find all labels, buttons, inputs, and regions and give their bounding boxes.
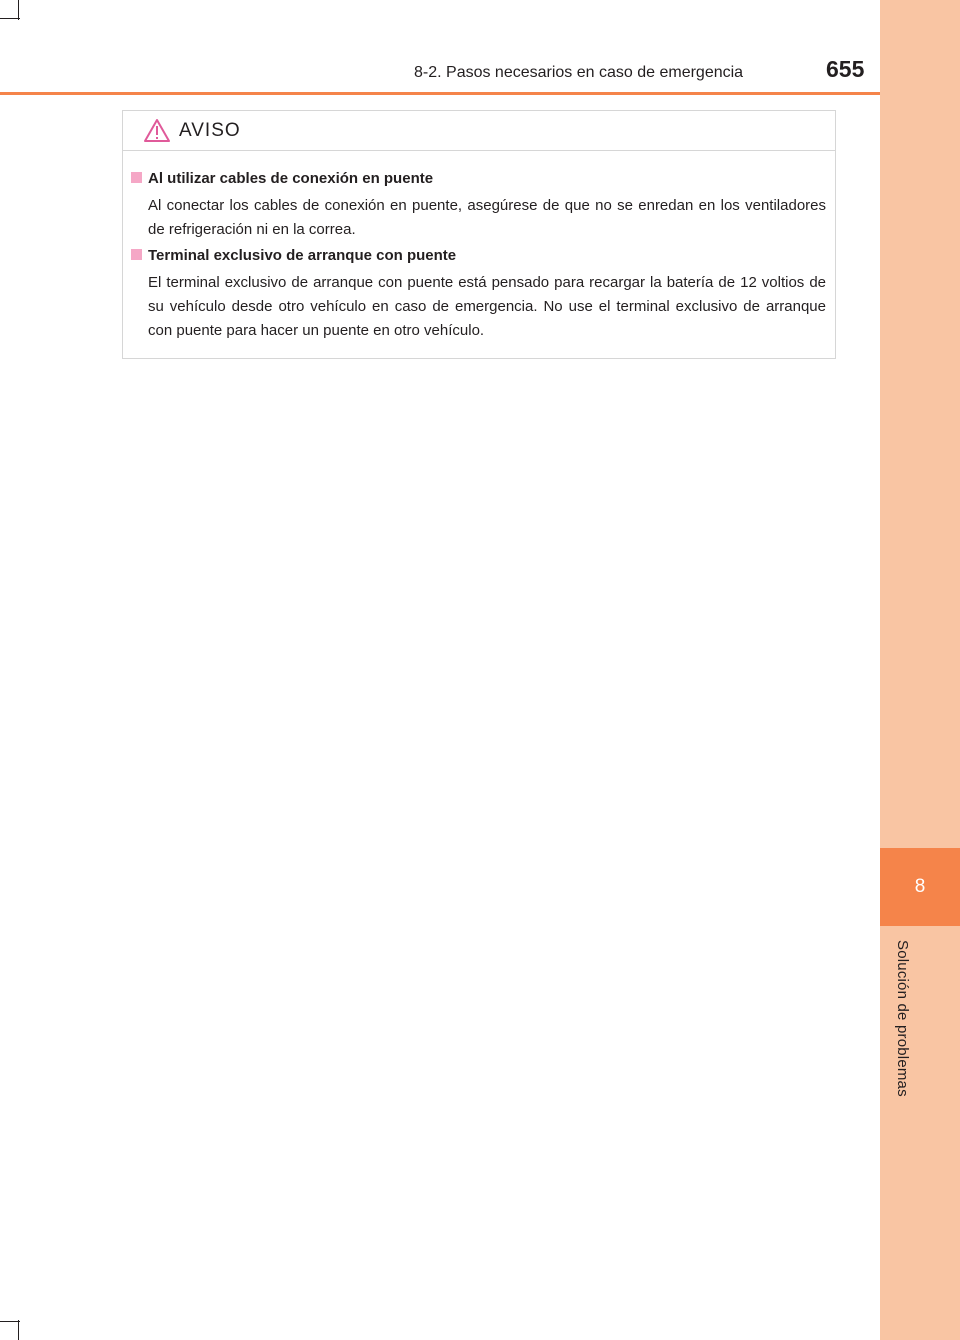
bullet-square-icon <box>131 172 142 183</box>
warning-item-title-text: Terminal exclusivo de arranque con puente <box>148 247 457 264</box>
warning-box <box>122 110 836 359</box>
running-header: 8-2. Pasos necesarios en caso de emergencia <box>414 64 744 81</box>
page-number: 655 <box>826 56 865 82</box>
chapter-side-band <box>880 0 960 1340</box>
warning-item-title <box>131 247 456 264</box>
crop-mark <box>0 18 20 19</box>
warning-item-title-text: Al utilizar cables de conexión en puente <box>148 170 434 187</box>
warning-triangle-icon <box>143 118 171 143</box>
crop-mark <box>0 1321 20 1322</box>
warning-item-body: El terminal exclusivo de arranque con puente está pensado para recargar la batería de 12 voltios de su vehículo desde otro vehículo en caso de emergencia. No use el terminal exclusivo de arranque con puente para hacer un puente en otro vehículo. <box>148 274 826 339</box>
warning-header <box>123 111 835 151</box>
warning-item-body: Al conectar los cables de conexión en puente, asegúrese de que no se enredan en los ventiladores de refrigeración ni en la correa. <box>148 197 826 238</box>
header-rule <box>0 92 880 95</box>
bullet-square-icon <box>131 249 142 260</box>
chapter-title-vertical: Solución de problemas <box>894 940 911 1097</box>
crop-mark <box>18 1320 19 1340</box>
crop-mark <box>18 0 19 20</box>
warning-title: AVISO <box>179 120 241 141</box>
warning-item-title <box>131 170 433 187</box>
chapter-number-tab: 8 <box>880 848 960 926</box>
